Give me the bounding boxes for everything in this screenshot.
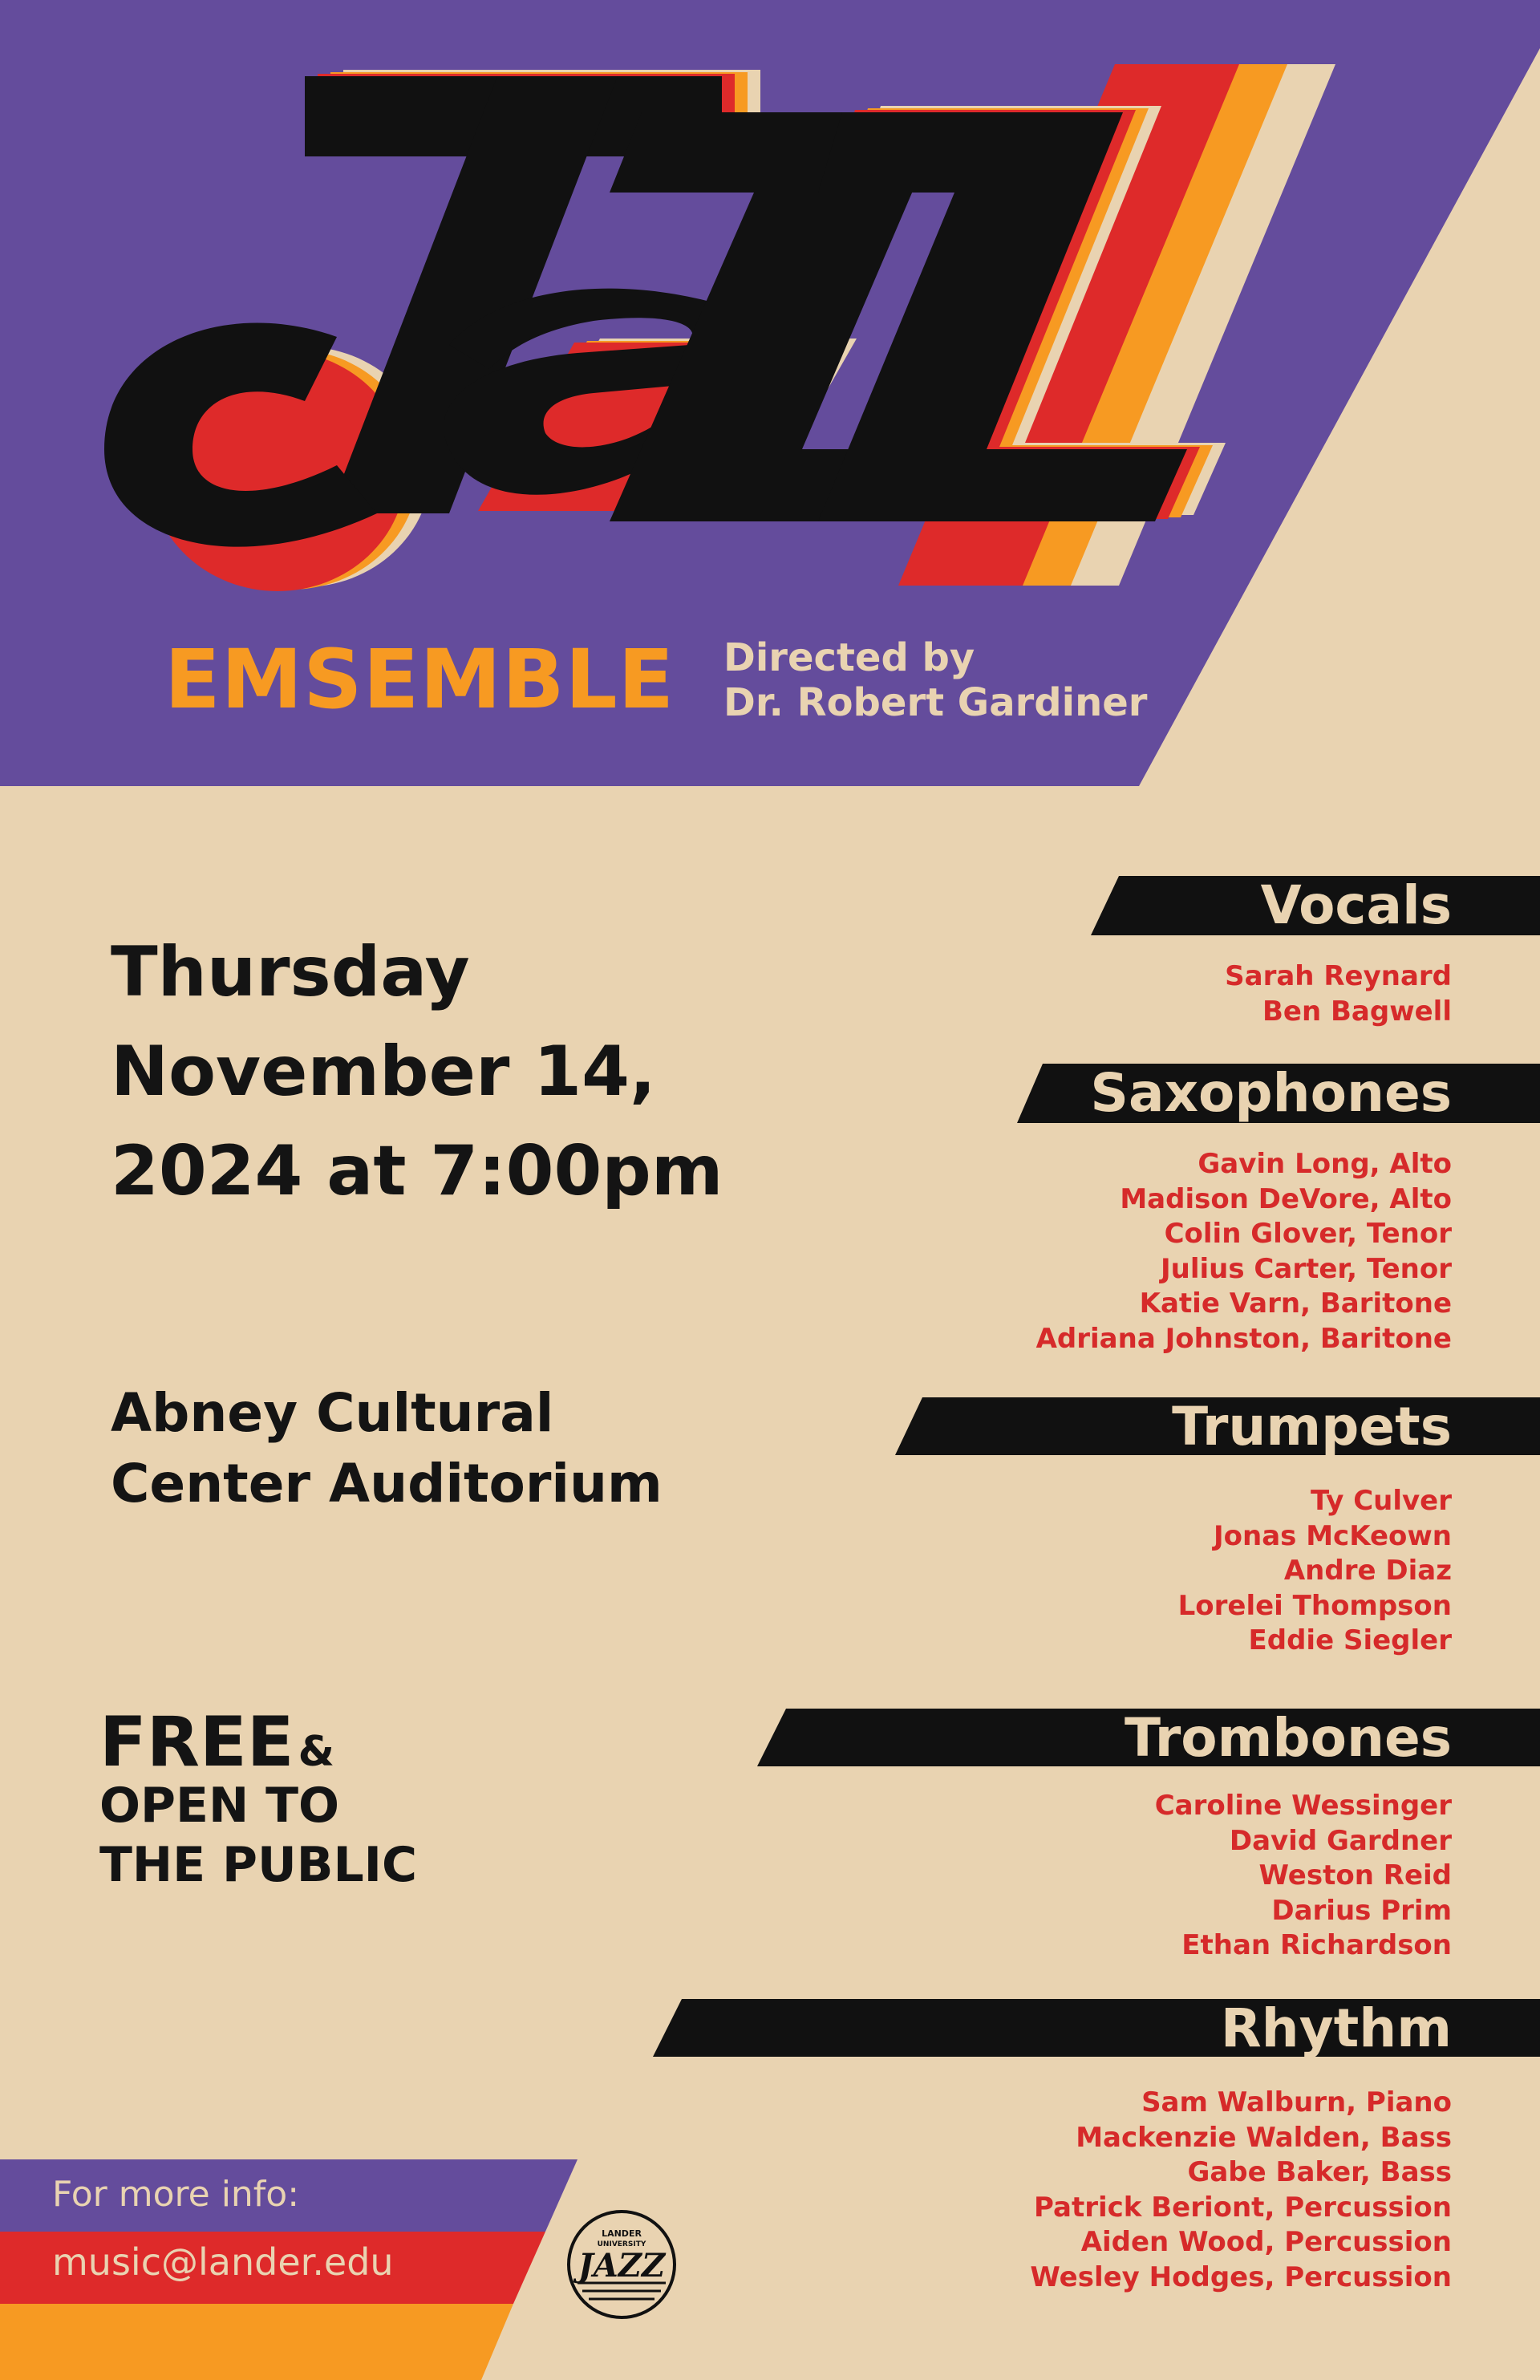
section-members-rhythm [1030, 2086, 1452, 2295]
member-name: Mackenzie Walden, Bass [1076, 2121, 1452, 2154]
venue-line-1: Abney Cultural [111, 1382, 554, 1444]
event-date: November 14, [111, 1032, 656, 1112]
member-name: Ty Culver [1311, 1485, 1452, 1517]
free-label: FREE [99, 1702, 294, 1782]
event-day: Thursday [111, 932, 470, 1012]
public-line-1: OPEN TO [99, 1778, 340, 1834]
member-name: Caroline Wessinger [1154, 1790, 1452, 1822]
member-name: Jonas McKeown [1213, 1519, 1452, 1552]
section-title-vocals: Vocals [1260, 874, 1452, 936]
section-title-trumpets: Trumpets [1172, 1396, 1452, 1458]
footer-orange-band [0, 2304, 513, 2380]
public-line-2: THE PUBLIC [99, 1837, 418, 1893]
member-name: Ethan Richardson [1181, 1929, 1452, 1961]
member-name: Wesley Hodges, Percussion [1030, 2260, 1452, 2293]
event-venue [111, 1378, 833, 1519]
member-name: Sarah Reynard [1225, 960, 1452, 992]
section-title-rhythm: Rhythm [1220, 1997, 1452, 2059]
member-name: Patrick Beriont, Percussion [1034, 2191, 1452, 2224]
event-date-time [111, 922, 833, 1221]
member-name: Gabe Baker, Bass [1187, 2156, 1452, 2188]
open-to-public [99, 1776, 661, 1895]
member-name: David Gardner [1229, 1824, 1452, 1857]
section-members-trumpets [1178, 1484, 1452, 1659]
member-name: Lorelei Thompson [1177, 1589, 1452, 1622]
section-title-trombones: Trombones [1124, 1707, 1452, 1769]
director-name: Dr. Robert Gardiner [723, 680, 1148, 725]
ampersand: & [298, 1728, 334, 1776]
member-name: Madison DeVore, Alto [1120, 1182, 1452, 1215]
svg-text:JAZZ: JAZZ [578, 2247, 666, 2285]
member-name: Weston Reid [1258, 1859, 1452, 1891]
member-name: Katie Varn, Baritone [1139, 1287, 1452, 1320]
member-name: Adriana Johnston, Baritone [1035, 1322, 1452, 1355]
ensemble-subtitle: EMSEMBLE [164, 632, 675, 728]
member-name: Julius Carter, Tenor [1160, 1252, 1452, 1285]
svg-text:LANDER: LANDER [602, 2228, 642, 2239]
member-name: Sam Walburn, Piano [1141, 2086, 1452, 2118]
member-name: Andre Diaz [1283, 1555, 1452, 1587]
directed-by-label: Directed by [723, 635, 975, 680]
more-info-label: For more info: [52, 2174, 300, 2215]
contact-email-link[interactable]: music@lander.edu [52, 2240, 394, 2284]
member-name: Gavin Long, Alto [1198, 1148, 1452, 1180]
section-title-saxophones: Saxophones [1090, 1062, 1452, 1124]
venue-line-2: Center Auditorium [111, 1453, 663, 1514]
svg-text:UNIVERSITY: UNIVERSITY [597, 2240, 646, 2248]
admission-free [99, 1702, 334, 1782]
event-time: 2024 at 7:00pm [111, 1131, 723, 1211]
section-members-saxophones [1036, 1147, 1452, 1356]
member-name: Darius Prim [1271, 1894, 1452, 1927]
member-name: Ben Bagwell [1262, 995, 1452, 1028]
member-name: Aiden Wood, Percussion [1080, 2226, 1452, 2258]
lander-jazz-seal-logo [561, 2204, 682, 2325]
member-name: Colin Glover, Tenor [1164, 1218, 1452, 1250]
director-credit [723, 635, 1147, 725]
section-members-trombones [1155, 1789, 1452, 1964]
member-name: Eddie Siegler [1248, 1624, 1452, 1656]
section-members-vocals [1225, 959, 1452, 1029]
